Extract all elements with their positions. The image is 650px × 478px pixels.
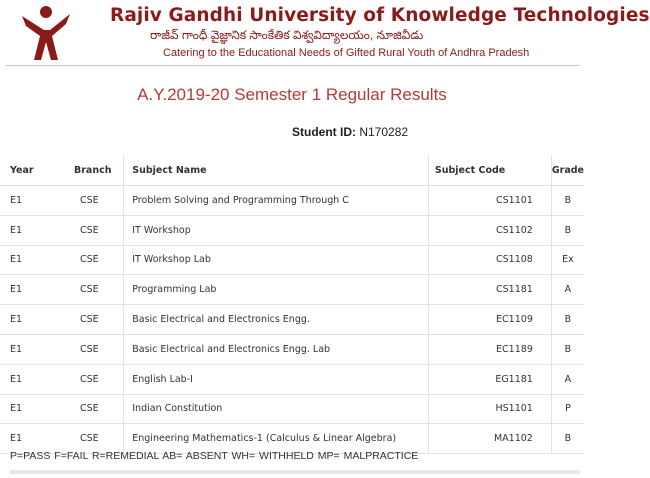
branch-cell: CSE	[66, 215, 124, 245]
grade-cell: A	[551, 275, 584, 305]
branch-cell: CSE	[66, 275, 124, 305]
table-header-row	[0, 155, 584, 186]
year-cell: E1	[0, 245, 66, 275]
grade-cell: B	[551, 186, 584, 216]
branch-cell: CSE	[66, 364, 124, 394]
subject-code-cell: CS1108	[428, 245, 551, 275]
subject-name-cell: Basic Electrical and Electronics Engg.	[124, 305, 429, 335]
header-divider	[6, 65, 580, 66]
branch-cell: CSE	[66, 186, 124, 216]
subject-name-cell: Basic Electrical and Electronics Engg. Lab	[124, 334, 429, 364]
university-name-telugu: రాజీవ్ గాంధీ వైజ్ఞానిక సాంకేతిక విశ్వవిద్యాలయం, నూజివీడు	[150, 28, 424, 42]
grade-cell: P	[551, 394, 584, 424]
grade-cell: B	[551, 334, 584, 364]
column-header-branch: Branch	[66, 155, 124, 186]
student-id	[292, 125, 408, 139]
table-row	[0, 215, 584, 245]
footer-divider	[10, 470, 580, 474]
year-cell: E1	[0, 424, 66, 454]
table-row	[0, 186, 584, 216]
table-row	[0, 305, 584, 335]
subject-name-cell: English Lab-I	[124, 364, 429, 394]
university-logo-icon	[20, 4, 72, 62]
branch-cell: CSE	[66, 334, 124, 364]
column-header-year: Year	[0, 155, 66, 186]
year-cell: E1	[0, 215, 66, 245]
page-title: A.Y.2019-20 Semester 1 Regular Results	[137, 85, 447, 104]
subject-name-cell: IT Workshop Lab	[124, 245, 429, 275]
subject-name-cell: Engineering Mathematics-1 (Calculus & Linear Algebra)	[124, 424, 429, 454]
subject-code-cell: CS1181	[428, 275, 551, 305]
subject-name-cell: Problem Solving and Programming Through C	[124, 186, 429, 216]
subject-code-cell: MA1102	[428, 424, 551, 454]
table-row	[0, 245, 584, 275]
subject-name-cell: Programming Lab	[124, 275, 429, 305]
university-tagline: Catering to the Educational Needs of Gifted Rural Youth of Andhra Pradesh	[163, 47, 530, 59]
student-id-label: Student ID:	[292, 125, 356, 139]
header	[0, 0, 650, 66]
subject-code-cell: EG1181	[428, 364, 551, 394]
grade-cell: B	[551, 215, 584, 245]
year-cell: E1	[0, 186, 66, 216]
grade-cell: Ex	[551, 245, 584, 275]
branch-cell: CSE	[66, 394, 124, 424]
table-row	[0, 394, 584, 424]
results-table	[0, 155, 584, 454]
table-row	[0, 364, 584, 394]
grade-cell: A	[551, 364, 584, 394]
table-row	[0, 334, 584, 364]
year-cell: E1	[0, 334, 66, 364]
branch-cell: CSE	[66, 245, 124, 275]
column-header-subject-code: Subject Code	[428, 155, 551, 186]
branch-cell: CSE	[66, 424, 124, 454]
subject-code-cell: CS1101	[428, 186, 551, 216]
subject-code-cell: EC1189	[428, 334, 551, 364]
year-cell: E1	[0, 364, 66, 394]
subject-code-cell: EC1109	[428, 305, 551, 335]
grade-cell: B	[551, 424, 584, 454]
subject-code-cell: CS1102	[428, 215, 551, 245]
table-row	[0, 275, 584, 305]
university-name: Rajiv Gandhi University of Knowledge Technologies	[110, 5, 650, 26]
year-cell: E1	[0, 394, 66, 424]
column-header-subject-name: Subject Name	[124, 155, 429, 186]
subject-name-cell: Indian Constitution	[124, 394, 429, 424]
grade-legend: P=PASS F=FAIL R=REMEDIAL AB= ABSENT WH= WITHHELD MP= MALPRACTICE	[10, 450, 419, 462]
column-header-grade: Grade	[551, 155, 584, 186]
year-cell: E1	[0, 305, 66, 335]
subject-name-cell: IT Workshop	[124, 215, 429, 245]
grade-cell: B	[551, 305, 584, 335]
branch-cell: CSE	[66, 305, 124, 335]
year-cell: E1	[0, 275, 66, 305]
student-id-value: N170282	[359, 125, 409, 139]
subject-code-cell: HS1101	[428, 394, 551, 424]
